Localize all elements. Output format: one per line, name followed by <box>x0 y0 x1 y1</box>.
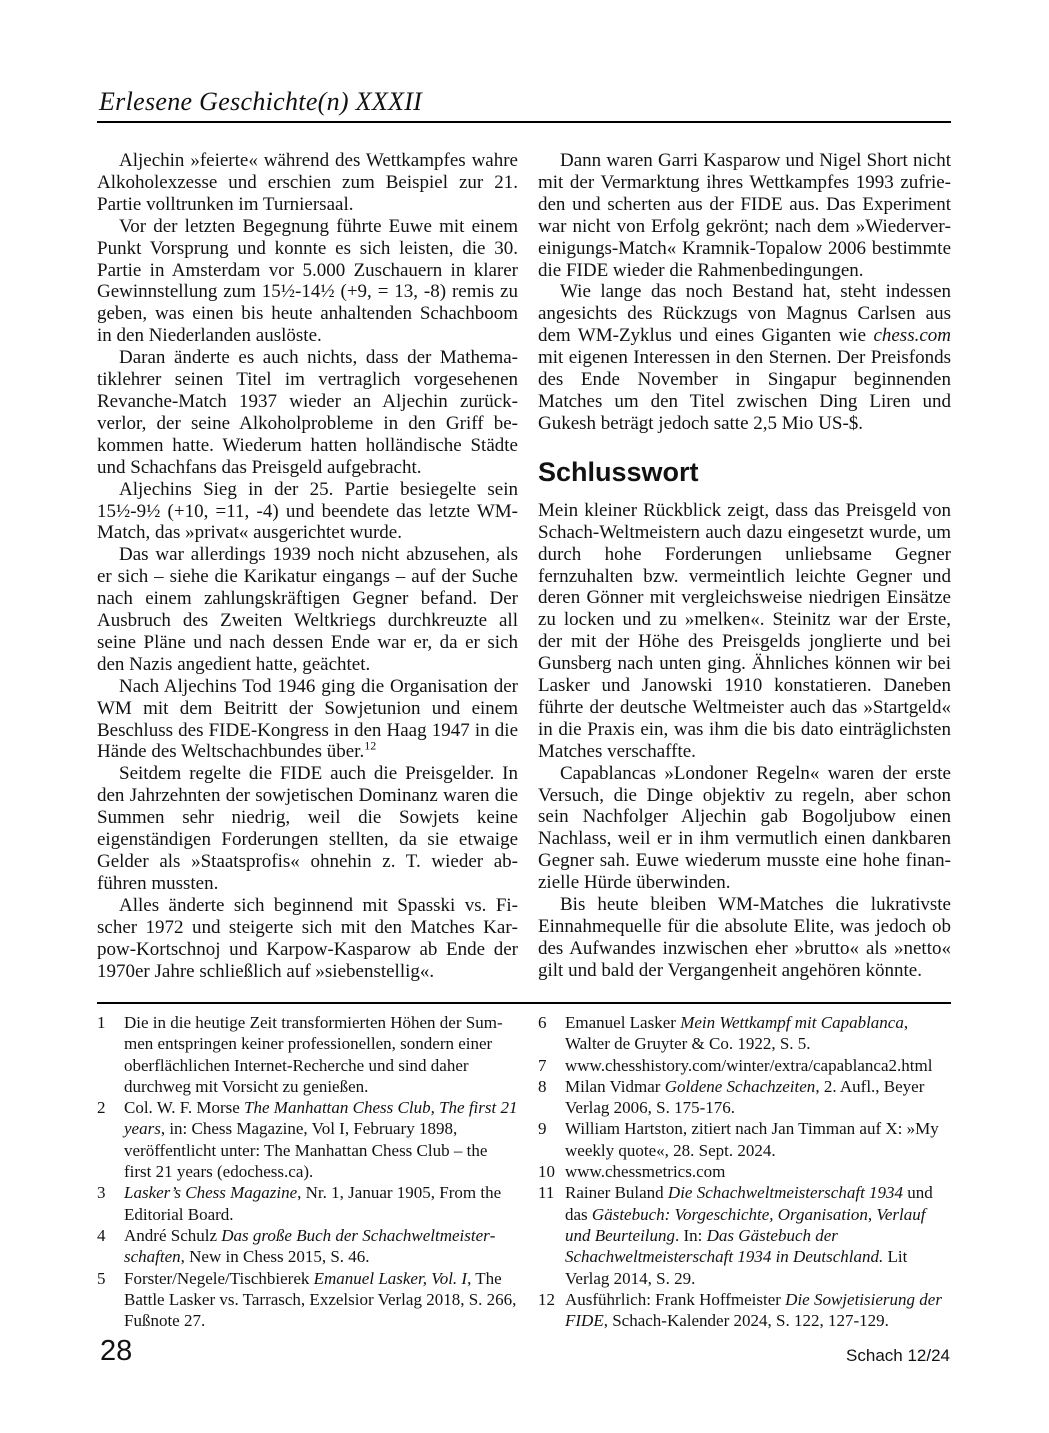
footnote <box>538 1182 951 1288</box>
footnote <box>97 1268 518 1332</box>
footnote <box>538 1076 951 1119</box>
footnote-number: 2 <box>97 1098 106 1118</box>
magazine-credit: Schach 12/24 <box>846 1346 950 1365</box>
paragraph: Aljechin »feierte« während des Wettkampfes wahre Alkoholexzesse und erschien zum Beispiel zur 21. Partie volltrunken im Turniersaal. <box>97 150 518 215</box>
footnote-text: Milan Vidmar Goldene Schachzeiten, 2. Aufl., Beyer Verlag 2006, S. 175-176. <box>565 1076 925 1118</box>
paragraph: Bis heute bleiben WM-Matches die lukrativste Einnahmequelle für die absolute Elite, was jedoch ob des Aufwandes inzwischen eher »brutto« als »netto« gilt und bald der Vergangenheit angehören könnte. <box>538 894 951 981</box>
footnote-separator-rule <box>97 1002 951 1004</box>
footnote <box>97 1012 518 1097</box>
footnote-text: www.chessmetrics.com <box>565 1162 726 1182</box>
footnote-number: 12 <box>538 1289 555 1309</box>
header-rule <box>97 121 951 123</box>
footnotes-section <box>97 1012 951 1331</box>
footnotes-column-left <box>97 1012 518 1331</box>
paragraph: Seitdem regelte die FIDE auch die Preisgelder. In den Jahrzehnten der sowjetischen Dominanz waren die Summen sehr niedrig, weil die Sowjets keine eigenständigen Forderungen stellten, da sie etwaige Gelder als »Staatsprofis« ohnehin z. T. wieder abführen mussten. <box>97 763 518 894</box>
footnote <box>538 1118 951 1161</box>
footnote-text: Rainer Buland Die Schachweltmeisterschaft 1934 und das Gästebuch: Vorgeschichte, Organisation, Verlauf und Beurteilung. In: Das Gästebuch der Schachweltmeisterschaft 1934 in Deutschland. Lit Verlag 2014, S. 29. <box>565 1183 933 1288</box>
footnote <box>538 1289 951 1332</box>
footnote-number: 1 <box>97 1013 106 1032</box>
article-body <box>97 150 951 982</box>
paragraph: Wie lange das noch Bestand hat, steht indessen angesichts des Rückzugs von Magnus Carlsen aus dem WM-Zyklus und eines Giganten wie chess.com mit eigenen Interessen in den Sternen. Der Preisfonds des Ende November in Singapur beginnenden Matches um den Titel zwischen Ding Liren und Gukesh beträgt jedoch satte 2,5 Mio US-$. <box>538 281 951 434</box>
footnote-text: Col. W. F. Morse The Manhattan Chess Club, The first 21 years, in: Chess Magazine, Vol I, February 1898, veröffentlicht unter: The Manhattan Chess Club – the first 21 years (edochess.ca). <box>124 1098 518 1182</box>
footnote-text: Ausführlich: Frank Hoffmeister Die Sowjetisierung der FIDE, Schach-Kalender 2024, S. 122, 127-129. <box>565 1289 942 1331</box>
paragraph: Vor der letzten Begegnung führte Euwe mit einem Punkt Vorsprung und konnte es sich leisten, die 30. Partie in Amsterdam vor 5.000 Zuschauern in klarer Gewinnstellung zum 15½-14½ (+9, = 13, -8) remis zu geben, was einen bis heute anhaltenden Schachboom in den Niederlanden auslöste. <box>97 215 518 347</box>
paragraph: Nach Aljechins Tod 1946 ging die Organisation der WM mit dem Beitritt der Sowjetunion und einem Beschluss des FIDE-Kongress in den Haag 1947 in die Hände des Weltschachbundes über.$^{12}$ <box>97 675 518 763</box>
footnotes-column-right <box>538 1012 951 1331</box>
footnote-number: 11 <box>538 1183 555 1203</box>
footnote <box>97 1182 518 1225</box>
paragraph: Das war allerdings 1939 noch nicht abzusehen, als er sich – siehe die Karikatur eingangs – auf der Suche nach einem zahlungskräftigen Gegner befand. Der Ausbruch des Zweiten Weltkriegs durchkreuzte all seine Pläne und nach dessen Ende war er, da er sich den Nazis angedient hatte, geächtet. <box>97 544 518 675</box>
footnote-number: 7 <box>538 1055 547 1075</box>
paragraph: Capablancas »Londoner Regeln« waren der erste Versuch, die Dinge objektiv zu regeln, aber schon sein Nachfolger Aljechin gab Bogoljubow einen Nachlass, weil er in ihm vermutlich einen dankbaren Gegner sah. Euwe wiederum musste eine hohe finanzielle Hürde überwinden. <box>538 762 951 894</box>
footnote-number: 4 <box>97 1225 106 1245</box>
footnote <box>538 1161 951 1182</box>
article-header-title: Erlesene Geschichte(n) XXXII <box>99 87 423 116</box>
footnote-number: 8 <box>538 1076 547 1096</box>
paragraph: Dann waren Garri Kasparow und Nigel Short nicht mit der Vermarktung ihres Wettkampfes 1993 zufrieden und scherten aus der FIDE aus. Das Experiment war nicht von Erfolg gekrönt; nach dem »Wiedervereinigungs-Match« Kramnik-Topalow 2006 bestimmte die FIDE wieder die Rahmenbedingungen. <box>538 150 951 281</box>
article-column-left <box>97 150 518 982</box>
paragraph: Aljechins Sieg in der 25. Partie besiegelte sein 15½-9½ (+10, =11, -4) und beendete das letzte WM-Match, das »privat« ausgerichtet wurde. <box>97 478 518 544</box>
paragraph: Daran änderte es auch nichts, dass der Mathematiklehrer seinen Titel im vertraglich vorgesehenen Revanche-Match 1937 wieder an Aljechin zurückverlor, der seine Alkoholprobleme in den Griff bekommen hatte. Wiederum hatten holländische Städte und Schachfans das Preisgeld aufgebracht. <box>97 347 518 478</box>
section-heading: Schlusswort <box>538 456 699 487</box>
footnote <box>538 1055 951 1076</box>
footnote-text: www.chesshistory.com/winter/extra/capablanca2.html <box>565 1055 933 1075</box>
footnote-number: 9 <box>538 1119 547 1139</box>
footnote-text: Emanuel Lasker Mein Wettkampf mit Capablanca, Walter de Gruyter & Co. 1922, S. 5. <box>565 1013 909 1054</box>
footnote <box>97 1225 518 1268</box>
footnote-text: Forster/Negele/Tischbierek Emanuel Lasker, Vol. I, The Battle Lasker vs. Tarrasch, Exzelsior Verlag 2018, S. 266, Fußnote 27. <box>124 1268 517 1331</box>
footnote-text: Lasker’s Chess Magazine, Nr. 1, Januar 1905, From the Editorial Board. <box>124 1183 502 1224</box>
footnote <box>97 1097 518 1182</box>
paragraph: Mein kleiner Rückblick zeigt, dass das Preisgeld von Schach-Weltmeistern auch dazu eingesetzt wurde, um durch hohe Forderungen unliebsame Gegner fernzuhalten bzw. vermeintlich leichte Gegner und deren Gönner mit vergleichsweise niedrigen Einsätze zu locken und zu »melken«. Steinitz war der Erste, der mit der Höhe des Preisgelds jonglierte und bei Gunsberg nach unten ging. Ähnliches können wir bei Lasker und Janowski 1910 konstatieren. Daneben führte der deutsche Weltmeister auch das »Startgeld« in die Praxis ein, was ihm die bis dato einträglichsten Matches verschaffte. <box>538 499 951 762</box>
paragraph: Alles änderte sich beginnend mit Spasski vs. Fischer 1972 und steigerte sich mit den Matches Karpow-Kortschnoj und Karpow-Kasparow ab Ende der 1970er Jahre schließlich auf »siebenstellig«. <box>97 894 518 982</box>
footnote-number: 10 <box>538 1162 555 1182</box>
footnote-text: André Schulz Das große Buch der Schachweltmeisterschaften, New in Chess 2015, S. 46. <box>124 1225 496 1267</box>
footnote-number: 3 <box>97 1183 106 1203</box>
footnote-number: 5 <box>97 1268 106 1288</box>
footnote-text: William Hartston, zitiert nach Jan Timman auf X: »My weekly quote«, 28. Sept. 2024. <box>565 1119 939 1160</box>
footnote-number: 6 <box>538 1013 547 1032</box>
article-column-right <box>538 150 951 982</box>
footnote-text: Die in die heutige Zeit transformierten Höhen der Summen entspringen keiner professionellen, sondern einer oberflächlichen Internet-Recherche und sind daher durchweg mit Vorsicht zu genießen. <box>124 1013 503 1096</box>
footnote <box>538 1012 951 1055</box>
page-number: 28 <box>100 1335 133 1367</box>
